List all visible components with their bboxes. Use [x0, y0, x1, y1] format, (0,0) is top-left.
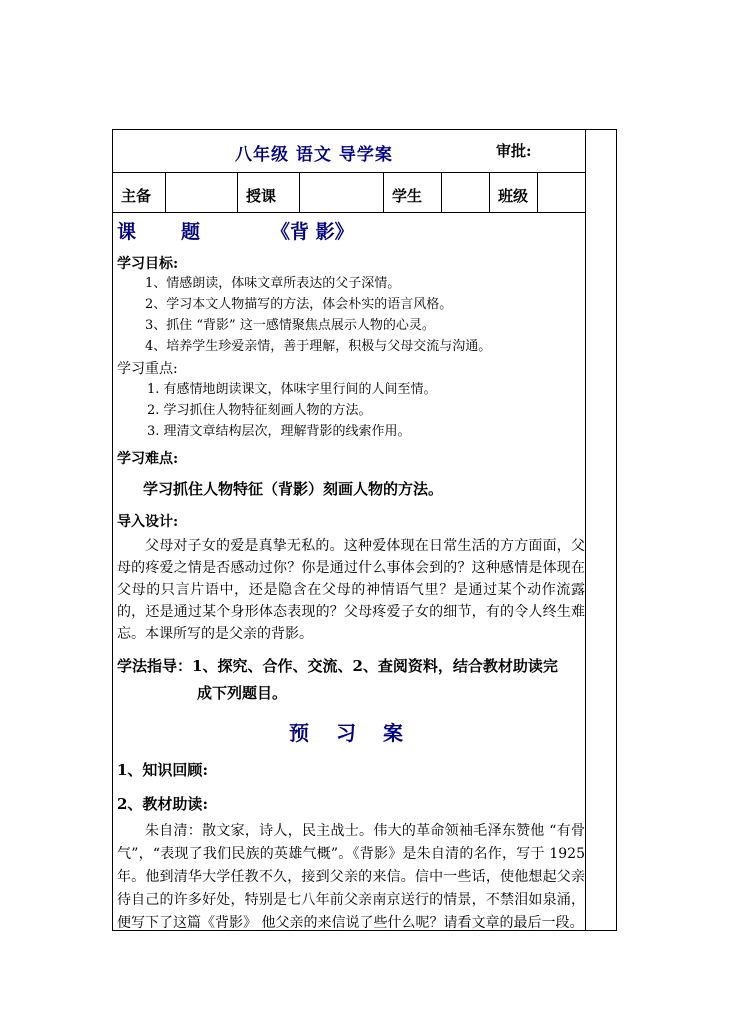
- table-divider: [113, 212, 586, 213]
- lesson-content: [117, 217, 585, 935]
- table-divider: [585, 130, 586, 930]
- preview-title: 预 习 案: [289, 721, 413, 745]
- objective-item: 1、情感朗读，体味文章所表达的父子深情。: [145, 276, 401, 291]
- lesson-label-2: 题: [181, 221, 201, 243]
- aid-paragraph: 朱自清：散文家，诗人，民主战士。伟大的革命领袖毛泽东赞他 “有骨气”，“表现了我们民族的英雄气概”。《背影》是朱自清的名作，写于 1925年。他到清华大学任教不久，接到父亲的来信。信中一些话，使他想起父亲待自己的许多好处，特别是七八年前父亲南京送行的情景，不禁泪如泉涌，便写下了这篇《背影》 他父亲的来信说了些什么呢？请看文章的最后一段。: [117, 823, 585, 931]
- lesson-title: 《背 影》: [271, 221, 354, 243]
- objectives-heading: 学习目标:: [117, 256, 179, 272]
- approval-label: 审批:: [496, 142, 532, 160]
- lesson-label-1: 课: [117, 221, 137, 243]
- key-point-item: 3. 理清文章结构层次，理解背影的线索作用。: [147, 424, 411, 439]
- table-divider: [537, 172, 538, 212]
- key-point-item: 1. 有感情地朗读课文，体味字里行间的人间至情。: [147, 382, 437, 397]
- objective-item: 2、学习本文人物描写的方法，体会朴实的语言风格。: [145, 297, 453, 312]
- objective-item: 4、培养学生珍爱亲情，善于理解，积极与父母交流与沟通。: [145, 339, 492, 354]
- table-divider: [237, 172, 238, 212]
- table-divider: [299, 172, 300, 212]
- table-divider: [383, 172, 384, 212]
- key-points-heading: 学习重点:: [117, 361, 178, 377]
- student-label: 学生: [392, 187, 423, 205]
- preparer-label: 主备: [121, 187, 152, 205]
- teacher-label: 授课: [246, 187, 277, 205]
- class-label: 班级: [498, 187, 529, 205]
- table-divider: [113, 172, 586, 173]
- aid-heading: 2、教材助读:: [117, 795, 208, 813]
- objective-item: 3、抓住 “背影” 这一感情聚焦点展示人物的心灵。: [145, 318, 435, 333]
- table-divider: [489, 172, 490, 212]
- review-heading: 1、知识回顾:: [117, 761, 208, 779]
- lesson-title-row: [117, 217, 585, 247]
- table-divider: [165, 172, 166, 212]
- intro-heading: 导入设计:: [117, 514, 179, 530]
- method-line-2: 成下列题目。: [197, 684, 288, 702]
- difficulty-text: 学习抓住人物特征（背影）刻画人物的方法。: [143, 480, 444, 498]
- method-line-1: 学法指导：1、探究、合作、交流、2、查阅资料，结合教材助读完: [117, 657, 558, 675]
- document-title: 八年级 语文 导学案: [235, 145, 393, 165]
- intro-paragraph: 父母对子女的爱是真挚无私的。这种爱体现在日常生活的方方面面，父母的疼爱之情是否感动过你？你是通过什么事体会到的？这种感情是体现在父母的只言片语中，还是隐含在父母的神情语气里？是通过某个动作流露的，还是通过某个身形体态表现的？父母疼爱子女的细节，有的令人终生难忘。本课所写的是父亲的背影。: [117, 538, 585, 642]
- difficulty-heading: 学习难点:: [117, 451, 179, 467]
- key-point-item: 2. 学习抓住人物特征刻画人物的方法。: [147, 403, 372, 418]
- table-divider: [441, 172, 442, 212]
